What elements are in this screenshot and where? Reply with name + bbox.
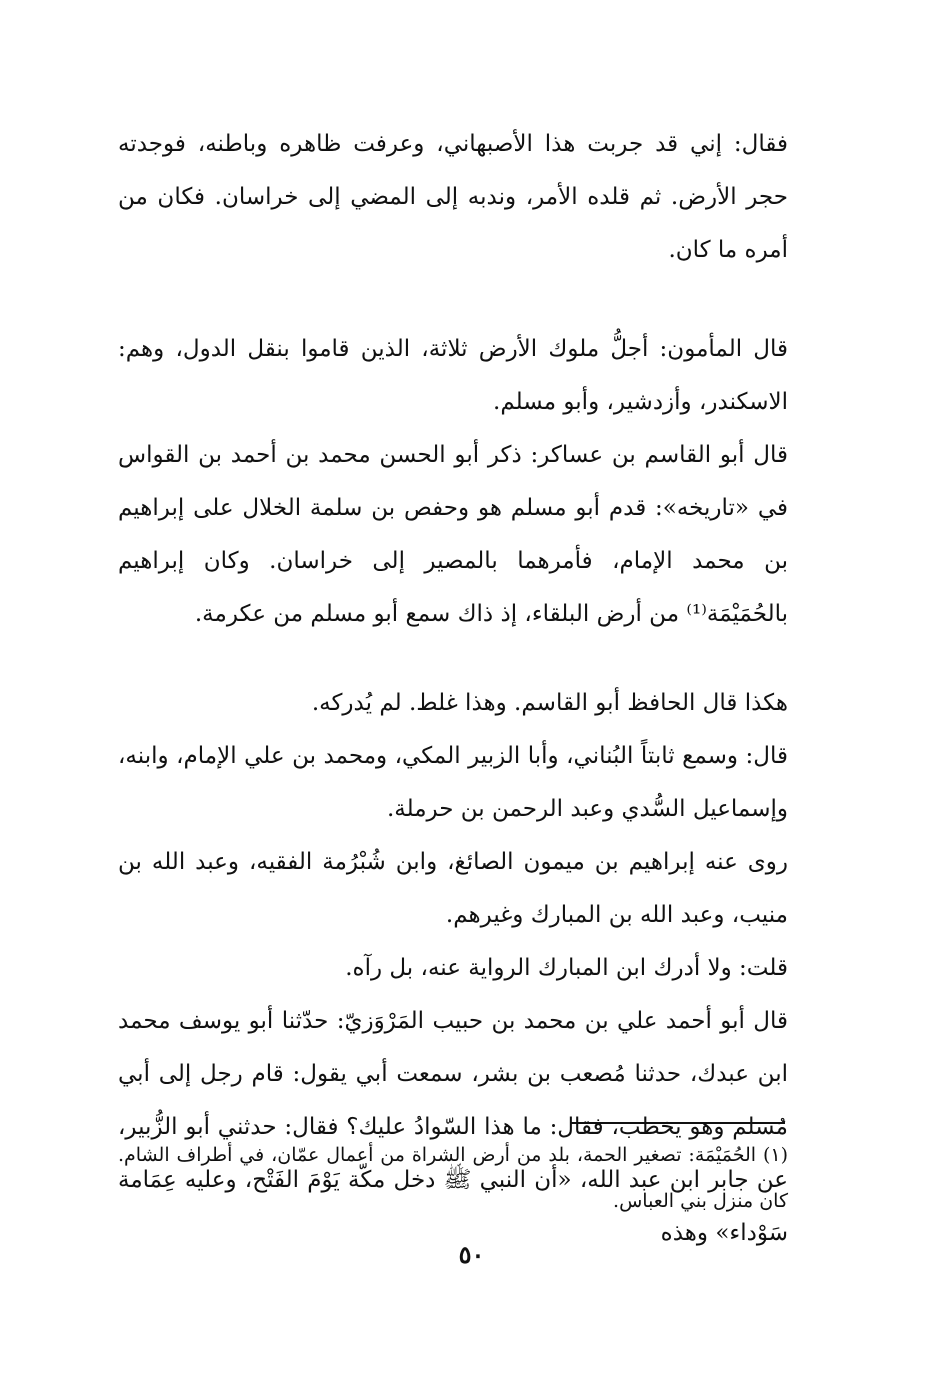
paragraph-5: قال: وسمع ثابتاً البُناني، وأبا الزبير المكي، ومحمد بن علي الإمام، وابنه، وإسماعيل السُّدي وعبد الرحمن بن حرملة. [118,743,788,822]
paragraph-8: قال أبو أحمد علي بن محمد بن حبيب المَرْوَزيّ: حدّثنا أبو يوسف محمد ابن عبدك، حدثنا مُصعب بن بشر، سمعت أبي يقول: قام رجل إلى أبي مُسلم وهو يخطب، فقال: ما هذا السّوادُ عليك؟ فقال: حدثني أبو الزُّبير، عن جابر ابن عبد الله، «أن النبي ﷺ دخل مكّة يَوْمَ الفَتْح، وعليه عِمَامة سَوْداء» وهذه [118,1008,788,1246]
footnote: (١) الحُمَيْمَة: تصغير الحمة، بلد من أرض الشراة من أعمال عمّان، في أطراف الشام. كان منزل بني العباس. [118,1144,788,1212]
paragraph-7: قلت: ولا أدرك ابن المبارك الرواية عنه، بل رآه. [345,955,788,981]
main-text [118,118,788,1260]
footnote-divider [570,1122,785,1124]
paragraph-2: قال المأمون: أجلُّ ملوك الأرض ثلاثة، الذين قاموا بنقل الدول، وهم: الاسكندر، وأزدشير، وأبو مسلم. [118,336,788,415]
paragraph-3: قال أبو القاسم بن عساكر: ذكر أبو الحسن محمد بن أحمد بن القواس في «تاريخه»: قدم أبو مسلم هو وحفص بن سلمة الخلال على إبراهيم بن محمد الإمام، فأمرهما بالمصير إلى خراسان. وكان إبراهيم بالحُمَيْمَة⁽¹⁾ من أرض البلقاء، إذ ذاك سمع أبو مسلم من عكرمة. [118,442,788,627]
page-number: ٥٠ [458,1240,485,1269]
paragraph-6: روى عنه إبراهيم بن ميمون الصائغ، وابن شُبْرُمة الفقيه، وعبد الله بن منيب، وعبد الله بن المبارك وغيرهم. [118,849,788,928]
paragraph-4: هكذا قال الحافظ أبو القاسم. وهذا غلط. لم يُدركه. [311,690,788,716]
paragraph-1: فقال: إني قد جربت هذا الأصبهاني، وعرفت ظاهره وباطنه، فوجدته حجر الأرض. ثم قلده الأمر، وندبه إلى المضي إلى خراسان. فكان من أمره ما كان. [118,131,788,263]
